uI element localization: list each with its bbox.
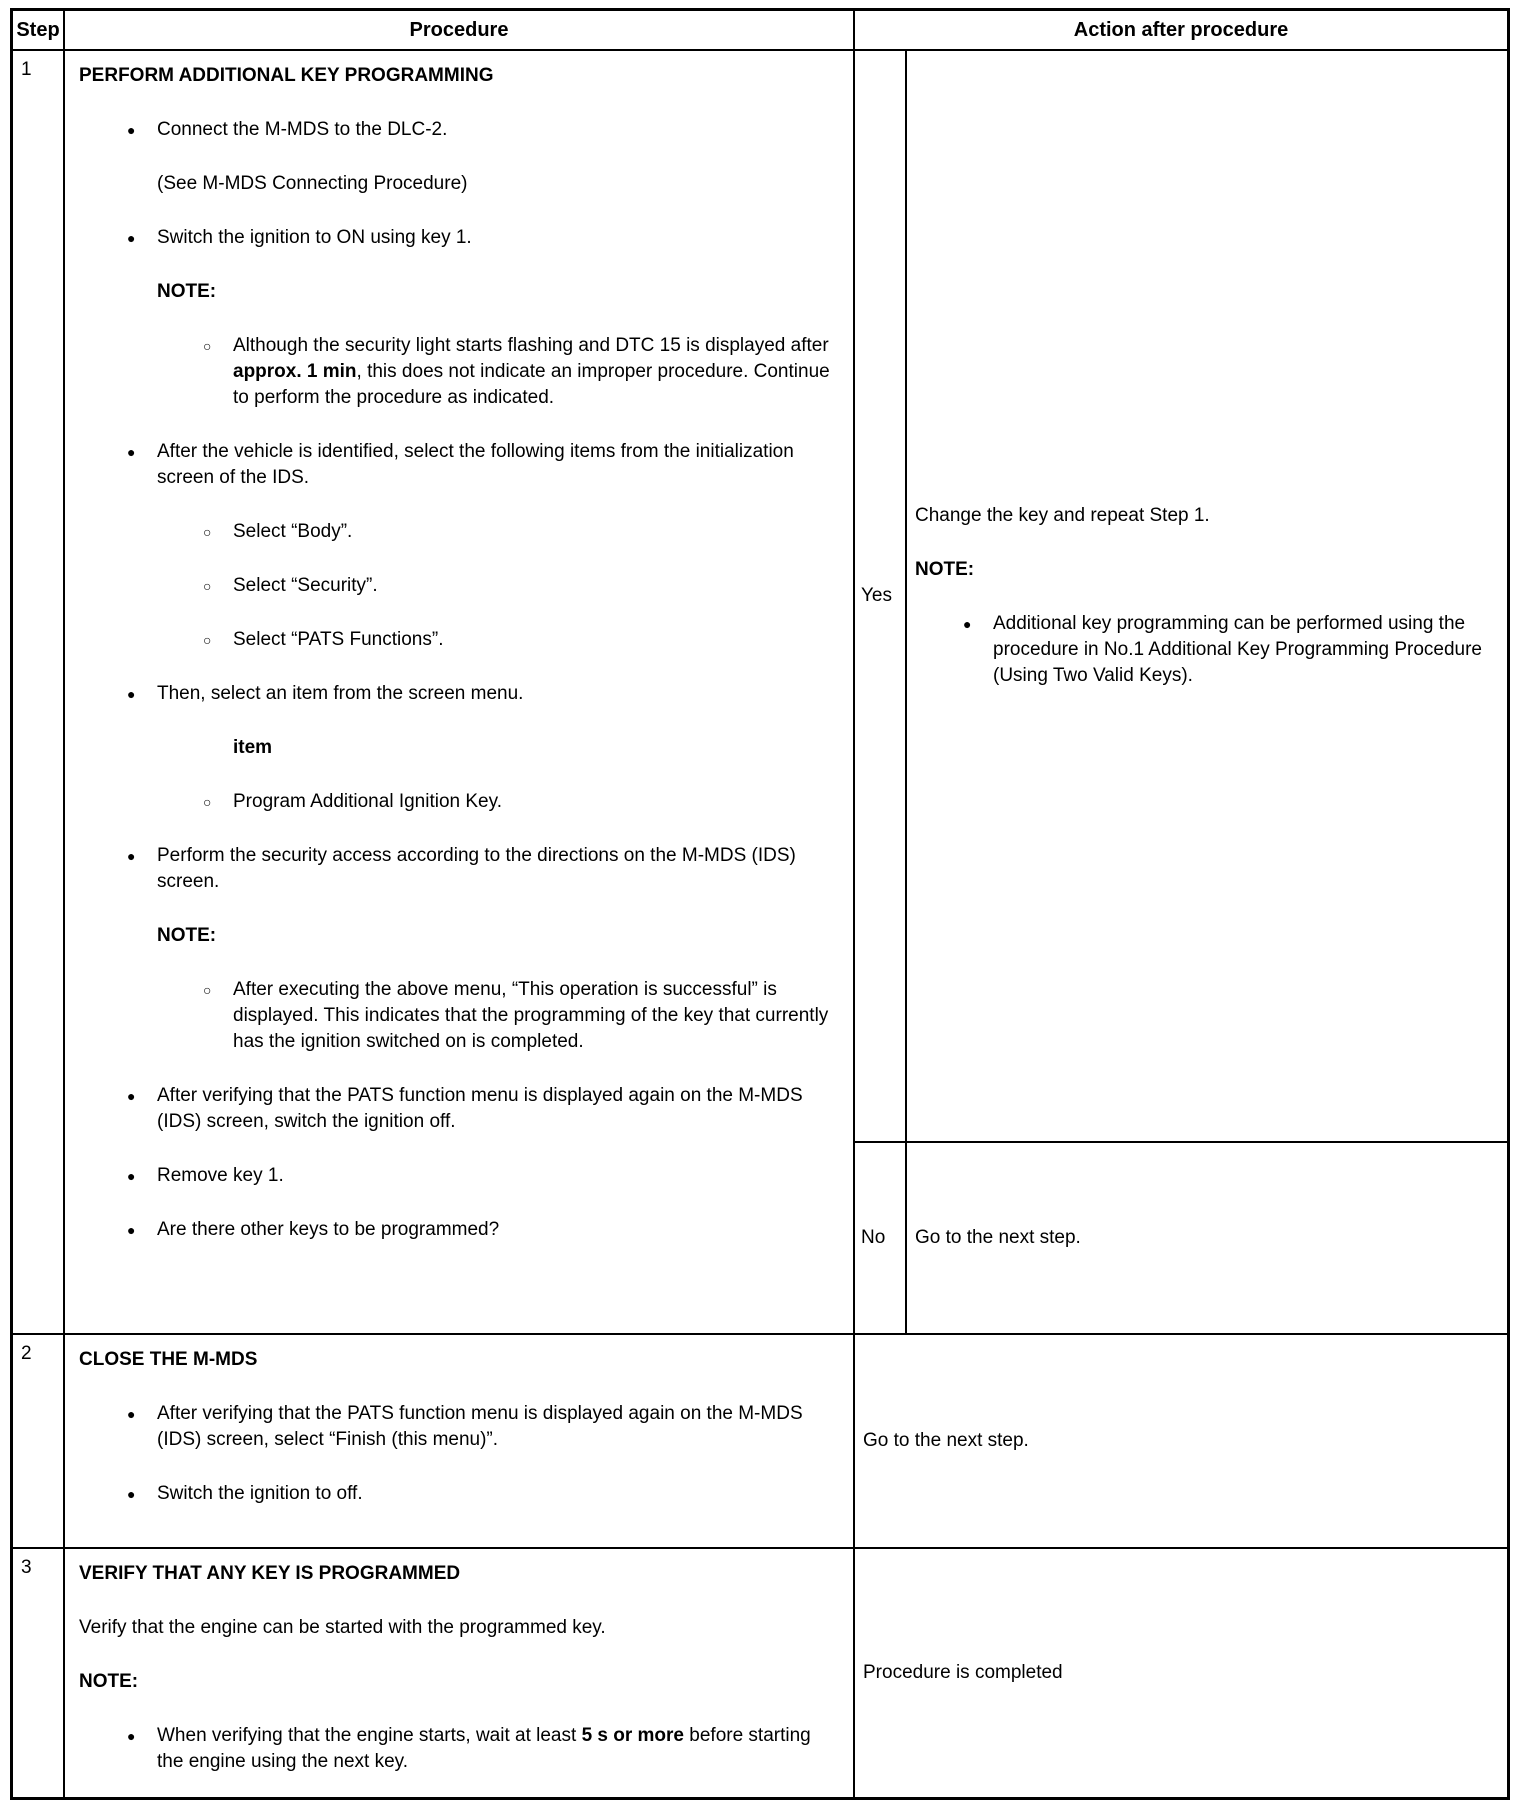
header-action-after-procedure: Action after procedure xyxy=(1073,19,1289,41)
bullet-text: Then, select an item from the screen menu. xyxy=(157,683,524,704)
circle-bullet-icon: ○ xyxy=(203,632,212,648)
table-row-step-1 xyxy=(13,51,1507,1335)
bullet-item xyxy=(79,1217,839,1243)
text-line: Verify that the engine can be started with the programmed key. xyxy=(79,1617,606,1638)
sub-bullet-item xyxy=(79,519,839,545)
note-label: NOTE: xyxy=(157,281,217,302)
bullet-item xyxy=(79,225,839,251)
bullet-text: Select “Body”. xyxy=(233,521,353,542)
note-label: NOTE: xyxy=(915,559,975,580)
bullet-text: Additional key programming can be performed using the procedure in No.1 Additional Key Programming Procedure (Using Two Valid Keys). xyxy=(993,613,1482,686)
bullet-item xyxy=(915,611,1495,689)
bullet-item xyxy=(79,1723,839,1775)
bullet-text: Perform the security access according to the directions on the M-MDS (IDS) screen. xyxy=(157,845,796,892)
sub-bullet-item xyxy=(79,789,839,815)
bullet-item xyxy=(79,1481,839,1507)
filled-bullet-icon: ● xyxy=(127,444,136,460)
no-subrow xyxy=(855,1143,1507,1333)
step-number: 1 xyxy=(13,51,65,1333)
filled-bullet-icon: ● xyxy=(127,1406,136,1422)
procedure-cell xyxy=(65,51,855,1333)
bullet-text: After the vehicle is identified, select the following items from the initialization screen of the IDS. xyxy=(157,441,794,488)
bullet-item xyxy=(79,1083,839,1135)
bullet-text: Select “PATS Functions”. xyxy=(233,629,444,650)
action-cell xyxy=(855,51,1507,1333)
bullet-text: After executing the above menu, “This operation is successful” is displayed. This indicates that the programming of the key that currently has the ignition switched on is completed. xyxy=(233,979,829,1052)
filled-bullet-icon: ● xyxy=(963,616,972,632)
no-action-content xyxy=(907,1143,1507,1333)
filled-bullet-icon: ● xyxy=(127,1486,136,1502)
circle-bullet-icon: ○ xyxy=(203,982,212,998)
yes-subrow xyxy=(855,51,1507,1143)
bullet-item xyxy=(79,1401,839,1453)
text-line: item xyxy=(233,737,273,758)
filled-bullet-icon: ● xyxy=(127,122,136,138)
yes-action-content xyxy=(907,51,1507,1141)
circle-bullet-icon: ○ xyxy=(203,794,212,810)
bullet-text: Remove key 1. xyxy=(157,1165,284,1186)
bullet-item xyxy=(79,681,839,707)
text-line: (See M-MDS Connecting Procedure) xyxy=(157,173,468,194)
filled-bullet-icon: ● xyxy=(127,1222,136,1238)
bullet-item xyxy=(79,117,839,143)
section-title: CLOSE THE M-MDS xyxy=(79,1349,258,1370)
section-title: VERIFY THAT ANY KEY IS PROGRAMMED xyxy=(79,1563,461,1584)
sub-bullet-item xyxy=(79,573,839,599)
filled-bullet-icon: ● xyxy=(127,848,136,864)
sub-bullet-item xyxy=(79,627,839,653)
circle-bullet-icon: ○ xyxy=(203,524,212,540)
procedure-cell xyxy=(65,1549,855,1797)
sub-bullet-item xyxy=(79,977,839,1055)
filled-bullet-icon: ● xyxy=(127,1728,136,1744)
bullet-text: After verifying that the PATS function menu is displayed again on the M-MDS (IDS) screen, switch the ignition off. xyxy=(157,1085,803,1132)
filled-bullet-icon: ● xyxy=(127,686,136,702)
procedure-cell xyxy=(65,1335,855,1547)
sub-bullet-item xyxy=(79,333,839,411)
bullet-item xyxy=(79,1163,839,1189)
action-cell xyxy=(855,1549,1507,1797)
bullet-item xyxy=(79,843,839,895)
table-header-row xyxy=(13,11,1507,51)
header-procedure: Procedure xyxy=(65,11,855,49)
no-label: No xyxy=(855,1143,907,1333)
header-step: Step xyxy=(13,11,65,49)
bullet-text: After verifying that the PATS function menu is displayed again on the M-MDS (IDS) screen, select “Finish (this menu)”. xyxy=(157,1403,803,1450)
bullet-text: Although the security light starts flashing and DTC 15 is displayed after approx. 1 min, this does not indicate an improper procedure. Continue to perform the procedure as indicated. xyxy=(233,335,830,408)
text-line: Go to the next step. xyxy=(863,1430,1029,1451)
action-cell xyxy=(855,1335,1507,1547)
note-label: NOTE: xyxy=(79,1671,139,1692)
text-line: Go to the next step. xyxy=(915,1227,1081,1248)
text-line: Procedure is completed xyxy=(863,1662,1063,1683)
bullet-text: Switch the ignition to off. xyxy=(157,1483,363,1504)
circle-bullet-icon: ○ xyxy=(203,338,212,354)
circle-bullet-icon: ○ xyxy=(203,578,212,594)
yes-label: Yes xyxy=(855,51,907,1141)
bullet-text: Switch the ignition to ON using key 1. xyxy=(157,227,472,248)
filled-bullet-icon: ● xyxy=(127,1088,136,1104)
step-number: 2 xyxy=(13,1335,65,1547)
bullet-text: When verifying that the engine starts, wait at least 5 s or more before starting the engine using the next key. xyxy=(157,1725,811,1772)
text-line: Change the key and repeat Step 1. xyxy=(915,505,1210,526)
section-title: PERFORM ADDITIONAL KEY PROGRAMMING xyxy=(79,65,494,86)
bullet-text: Select “Security”. xyxy=(233,575,378,596)
table-row-step-2 xyxy=(13,1335,1507,1549)
bullet-text: Are there other keys to be programmed? xyxy=(157,1219,500,1240)
filled-bullet-icon: ● xyxy=(127,230,136,246)
bullet-text: Program Additional Ignition Key. xyxy=(233,791,502,812)
bullet-item xyxy=(79,439,839,491)
filled-bullet-icon: ● xyxy=(127,1168,136,1184)
bullet-text: Connect the M-MDS to the DLC-2. xyxy=(157,119,448,140)
note-label: NOTE: xyxy=(157,925,217,946)
table-row-step-3 xyxy=(13,1549,1507,1797)
step-number: 3 xyxy=(13,1549,65,1797)
procedure-table xyxy=(10,8,1510,1800)
